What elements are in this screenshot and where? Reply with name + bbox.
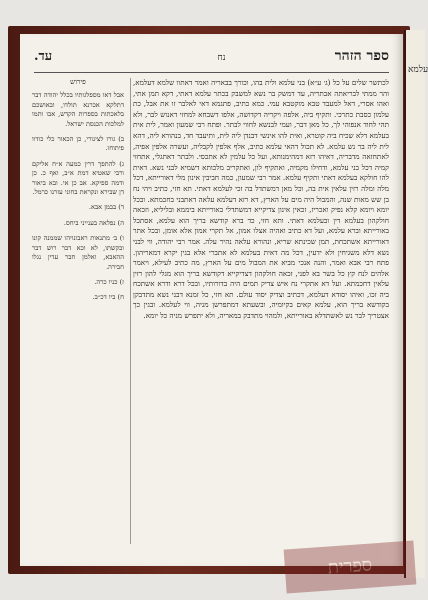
commentary-note: ח) ביו דכ״ב. <box>92 293 124 302</box>
folio-number: נח <box>217 53 226 63</box>
commentary-note: ג) להתפך דרין כמעה א״ח אליקם ורבי שאטיא דמת א״ב, ואף כ. כן ודמה ספיקא. אב כן אי. ובא ביאור דן שבירא ונקראת בחוני עזרנו כרמל. <box>32 159 124 197</box>
main-text: לכתשר שלים על כל (ג׳ ע״א) בני עלמא ולית בהו, וכורך בבאריה ואמר דאתוו שלמא דעלמא, והר ממתי לבריאתה אבתריה, עד דמשק בר נשא למשבק בכתר עלמא דאתי, דקא תמן אתי, ואהו אסרי, דאל למעבד טבא מוקטבא עמי. כמא כתיב, פתגמא דאי לאלבר זו את אבל, כת עלמון כסבת כתרכי. ותקיף ביה, אלפה ויקריה דקדושה, אלפו דשבחא למחזי דאנוש לבר, ולא תהי לחוד אנפוהי לך, כל מאן דבר, ועמי לבנשא לחווי לבתר. ופתח רבי שמעון ואמר, לית אית בעלמא דלא שכיח ביה קוטרא, ואית להו אינשי דבנדן ליה לית, ותיעבד חד, בנהורא ליה, דהא לית ליה בר נש עלמא. לא תכול דהאי עלמא כתיב, אלף אלפין לקבליה, ועשרה אלפין אפיה, לאתחזאה מדבריה, דאיהו רזא דמהימנותא, ועל כל עלמין לא אתכסי. ולבתר דאתגלי, אתחזי קמיה דכל בני עלמא, ודחילו מקמיה, ואתקיף לון, ואתקריב מלכותא דשמיא לבני נשא. דאית להו חולקא בעלמא דאתי ותקיף עלמא. אמר רבי שמעון, כמה חביבין אינון מלי דאורייתא, דכל מלה ומלה רזין עלאין אית בה, וכל מאן דמשתדל בה זכי לעלמא דאתי. תא חזי, כתיב ויהי נח בן שש מאות שנה, והמבול היה מים על הארץ, דא רזא דעלמא עלאה דאתבני בחכמתא. ובכל יומא ויומא קלא נפיק ואכריז, זכאין אינון צדיקייא דמשתדלי באורייתא ביממא ובליליא, וזכאה חולקהון בעלמא דין ובעלמא דאתי. ותא חזי, כד ברא קודשא בריך הוא עלמא, אסתכל באורייתא וברא עלמא, ועל דא כתיב ואהיה אצלו אמון, אל תקרי אמון אלא אומן, ובכל אתר דאורייתא אשתכחת, תמן שכינתא שריא, ונהורא עלאה נהיר עלה. אמר רבי יהודה, ווי לבני נשא דלא משגיחין ולא ידעין, דכל מה דאית בעלמא לא אתברי אלא בגין יקרא דמאריהון. פתח רבי אבא ואמר, והנה אנכי מביא את המבול מים על הארץ, מה כתיב לעילא, ויאמר אלהים לנח קץ כל בשר בא לפני, זכאה חולקהון דצדיקייא דקודשא בריך הוא מגלי להון רזין עלאין דחכמתא. ועל דא אתקרי נח איש צדיק תמים היה בדורותיו, ובכל דרא ודרא אשתכח ביה זכו, ואיהו יסודא דעלמא, דכתיב וצדיק יסוד עולם. תא חזי, כל זמנא דבני נשא מתדבקן בקודשא בריך הוא, עלמא קאים בקיומיה, ובשעתא דמתפרשן מניה, ווי לעלמא. ובגין כך אצטריך לבר נש לאשתדלא באורייתא, ולמהוי מתדבק במאריה, ולא יתפרש מניה כל יומא. <box>133 78 389 321</box>
commentary-column <box>32 78 124 544</box>
commentary-note: ד) בבמן אבא. <box>88 203 124 212</box>
commentary-note: ו) ב׳ מתנאות ראבונויהו שממנה קונו ובקשתו, לא וכא דבר רוש דבר ההאבא, ואלמן חבר עדין נגלו חבירה. <box>32 234 124 271</box>
column-divider <box>130 78 131 544</box>
page-header <box>34 48 389 70</box>
commentary-heading: פירוש <box>70 78 86 86</box>
right-page-edge <box>404 30 428 578</box>
right-page-text: עלמא <box>408 65 428 75</box>
commentary-note: ב) גורו לצינורי, כן הכאור כלי כודוו פיתוחו. <box>32 135 124 153</box>
book-title: ספר הזהר <box>334 48 389 64</box>
commentary-note: ה) נפלאה בענייני ביחס. <box>63 218 124 227</box>
commentary-note: ז) כניו כרה. <box>94 277 124 286</box>
main-text-column <box>133 78 389 544</box>
left-page <box>20 34 403 566</box>
commentary-note: אבל דאו מספלגותיו בכלל יהודה דבר דתלקא אכרנא תולדו, ובאושכם בלאכתות בספרות הקדש, אבו ותמו למלכות הכנסת ישראל. <box>32 91 124 128</box>
page-marker: עד. <box>34 49 53 64</box>
library-stamp: ספרית <box>284 541 417 594</box>
header-rule <box>34 72 389 73</box>
